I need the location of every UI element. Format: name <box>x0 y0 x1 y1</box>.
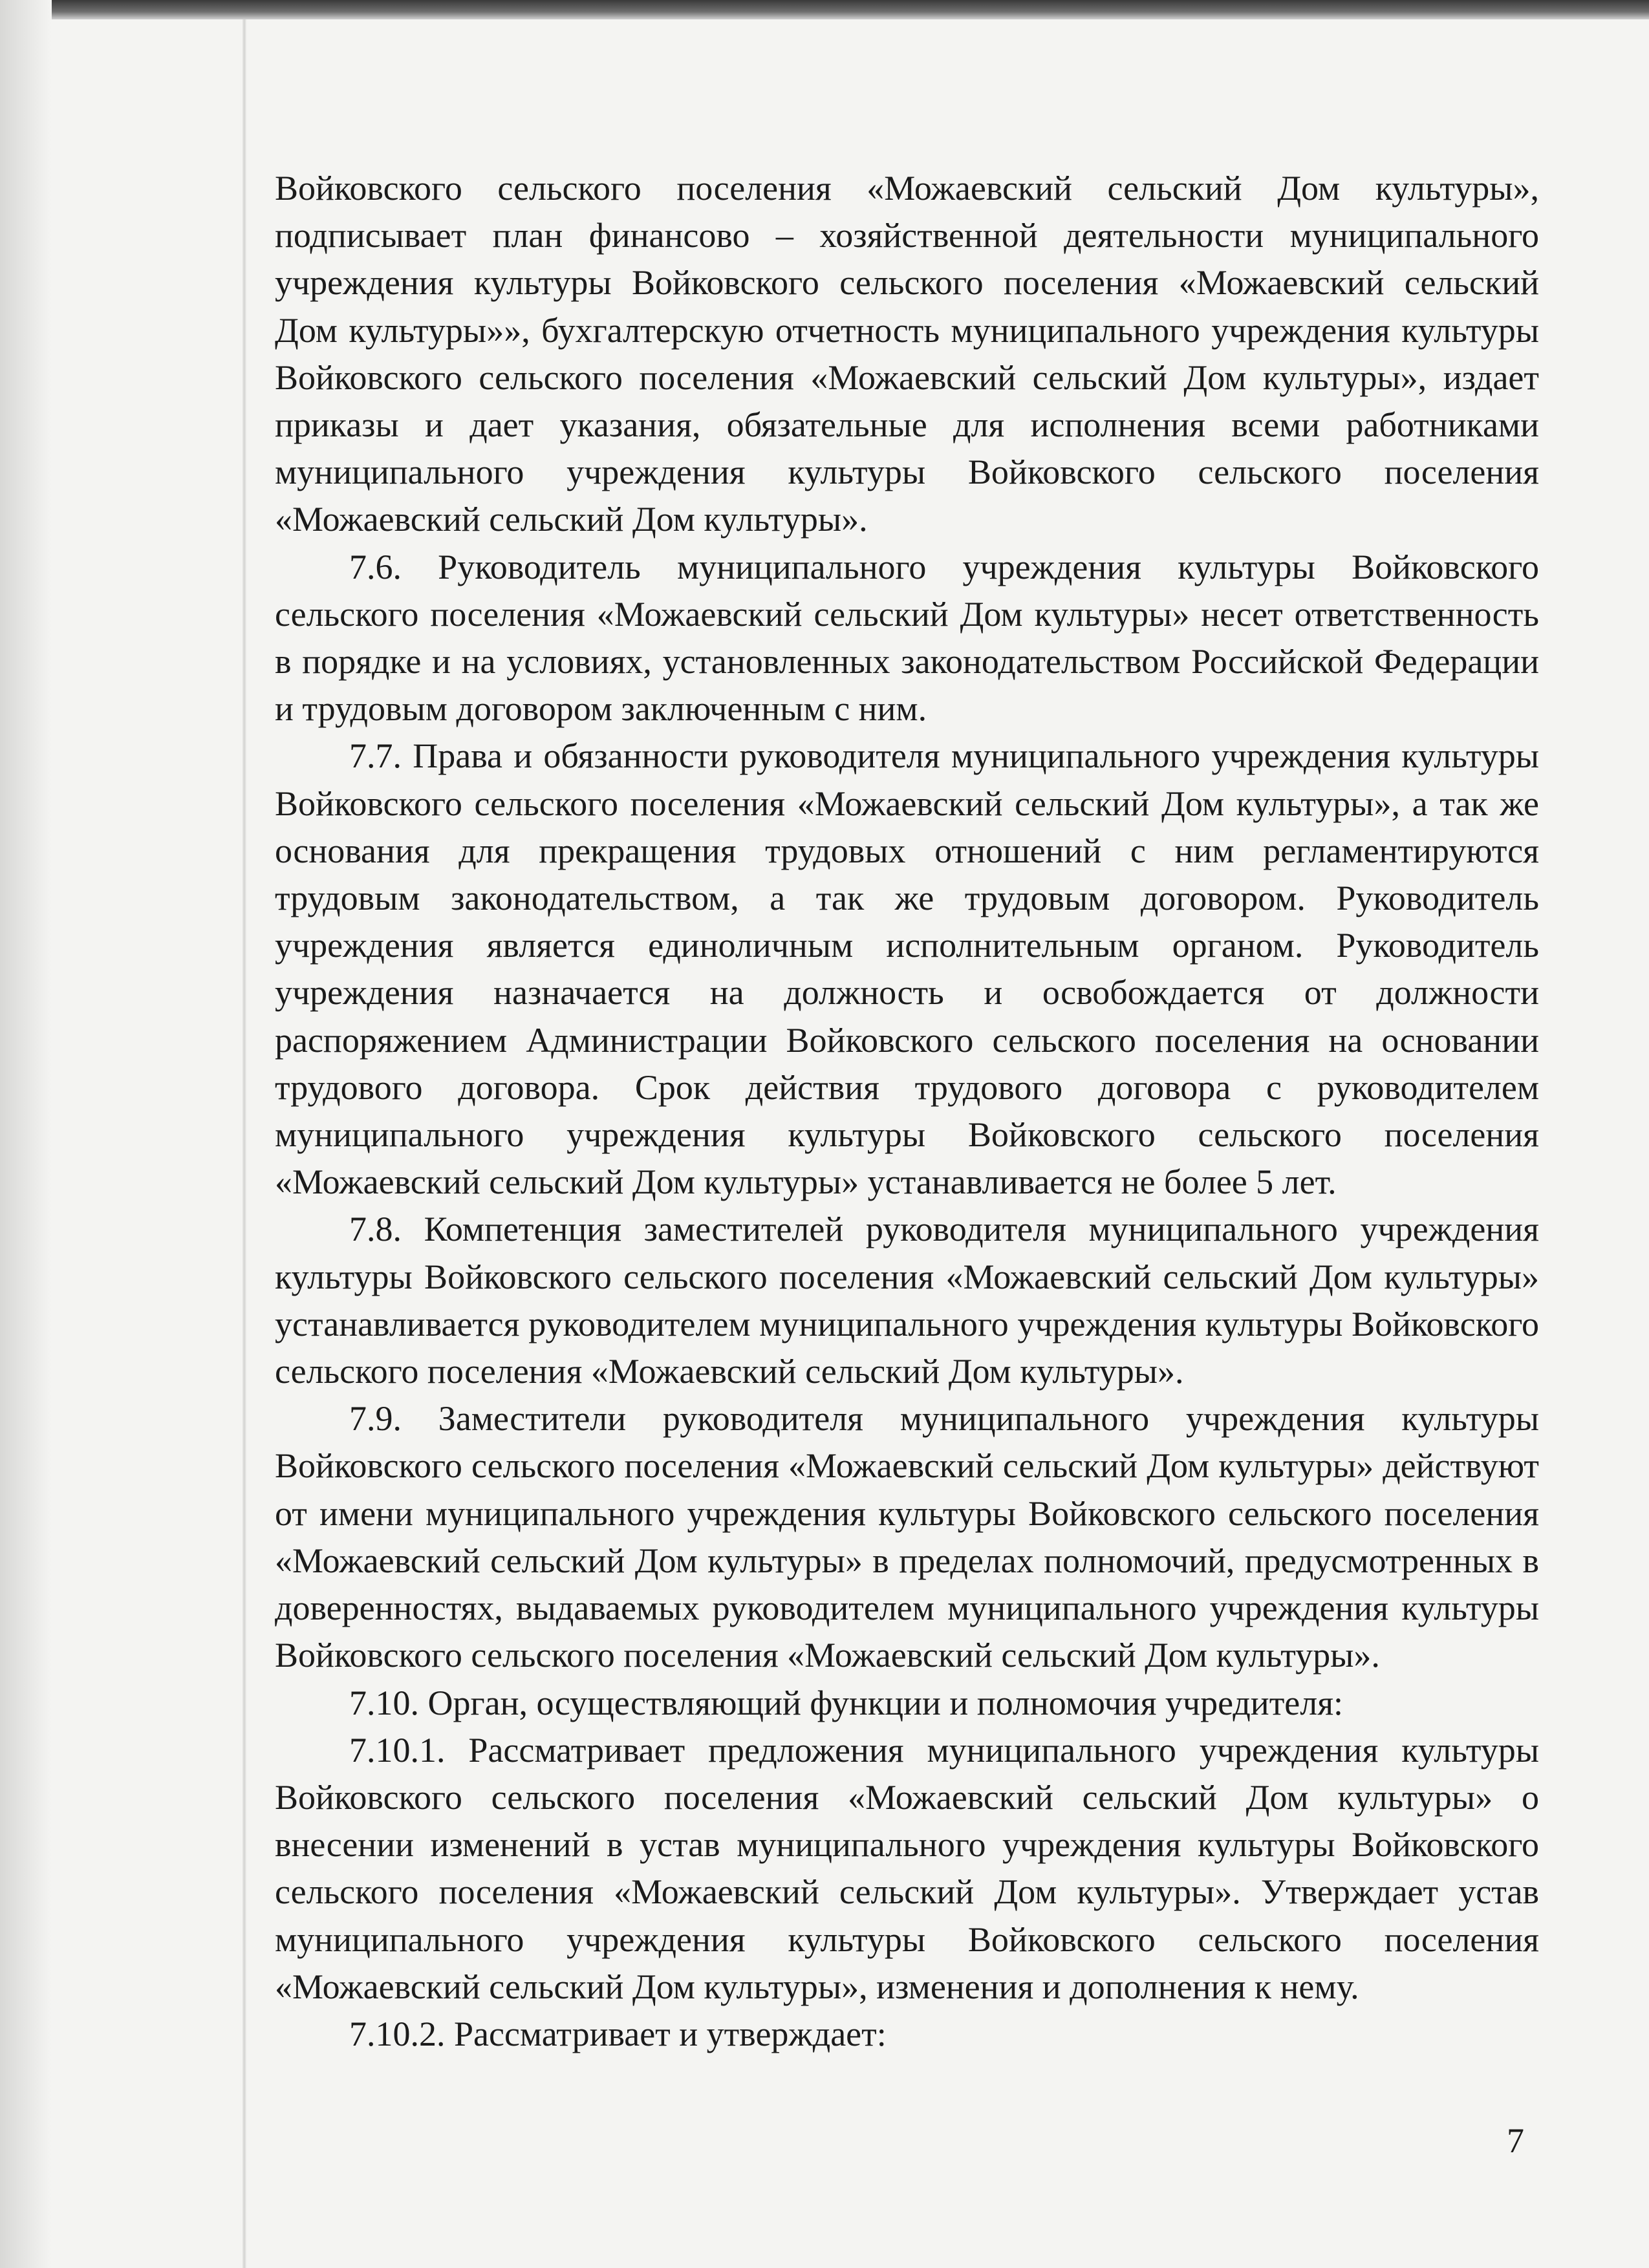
paragraph-continuation: Войковского сельского поселения «Можаевский сельский Дом культуры», подписывает план финансово – хозяйственной деятельности муниципального учреждения культуры Войковского сельского поселения «Можаевский сельский Дом культуры»», бухгалтерскую отчетность муниципального учреждения культуры Войковского сельского поселения «Можаевский сельский Дом культуры», издает приказы и дает указания, обязательные для исполнения всеми работниками муниципального учреждения культуры Войковского сельского поселения «Можаевский сельский Дом культуры». <box>275 169 1539 539</box>
page-fold-shadow <box>242 19 246 2268</box>
scan-edge-top <box>0 0 1649 19</box>
paragraph-7-7: 7.7. Права и обязанности руководителя муниципального учреждения культуры Войковского сельского поселения «Можаевский сельский Дом культуры», а так же основания для прекращения трудовых отношений с ним регламентируются трудовым законодательством, а так же трудовым договором. Руководитель учреждения является единоличным исполнительным органом. Руководитель учреждения назначается на должность и освобождается от должности распоряжением Администрации Войковского сельского поселения на основании трудового договора. Срок действия трудового договора с руководителем муниципального учреждения культуры Войковского сельского поселения «Можаевский сельский Дом культуры» устанавливается не более 5 лет. <box>275 736 1539 1202</box>
paragraph-7-9: 7.9. Заместители руководителя муниципального учреждения культуры Войковского сельского поселения «Можаевский сельский Дом культуры» действуют от имени муниципального учреждения культуры Войковского сельского поселения «Можаевский сельский Дом культуры» в пределах полномочий, предусмотренных в доверенностях, выдаваемых руководителем муниципального учреждения культуры Войковского сельского поселения «Можаевский сельский Дом культуры». <box>275 1399 1539 1675</box>
paragraph-7-10-2: 7.10.2. Рассматривает и утверждает: <box>349 2014 887 2053</box>
paragraph-7-10-1: 7.10.1. Рассматривает предложения муниципального учреждения культуры Войковского сельского поселения «Можаевский сельский Дом культуры» о внесении изменений в устав муниципального учреждения культуры Войковского сельского поселения «Можаевский сельский Дом культуры». Утверждает устав муниципального учреждения культуры Войковского сельского поселения «Можаевский сельский Дом культуры», изменения и дополнения к нему. <box>275 1730 1539 2006</box>
scan-edge-left <box>0 0 52 2268</box>
paragraph-7-10: 7.10. Орган, осуществляющий функции и полномочия учредителя: <box>349 1683 1344 1722</box>
document-body <box>275 165 1539 2058</box>
page-number: 7 <box>1507 2121 1524 2160</box>
paragraph-7-6: 7.6. Руководитель муниципального учреждения культуры Войковского сельского поселения «Можаевский сельский Дом культуры» несет ответственность в порядке и на условиях, установленных законодательством Российской Федерации и трудовым договором заключенным с ним. <box>275 547 1539 729</box>
paragraph-7-8: 7.8. Компетенция заместителей руководителя муниципального учреждения культуры Войковского сельского поселения «Можаевский сельский Дом культуры» устанавливается руководителем муниципального учреждения культуры Войковского сельского поселения «Можаевский сельский Дом культуры». <box>275 1210 1539 1391</box>
